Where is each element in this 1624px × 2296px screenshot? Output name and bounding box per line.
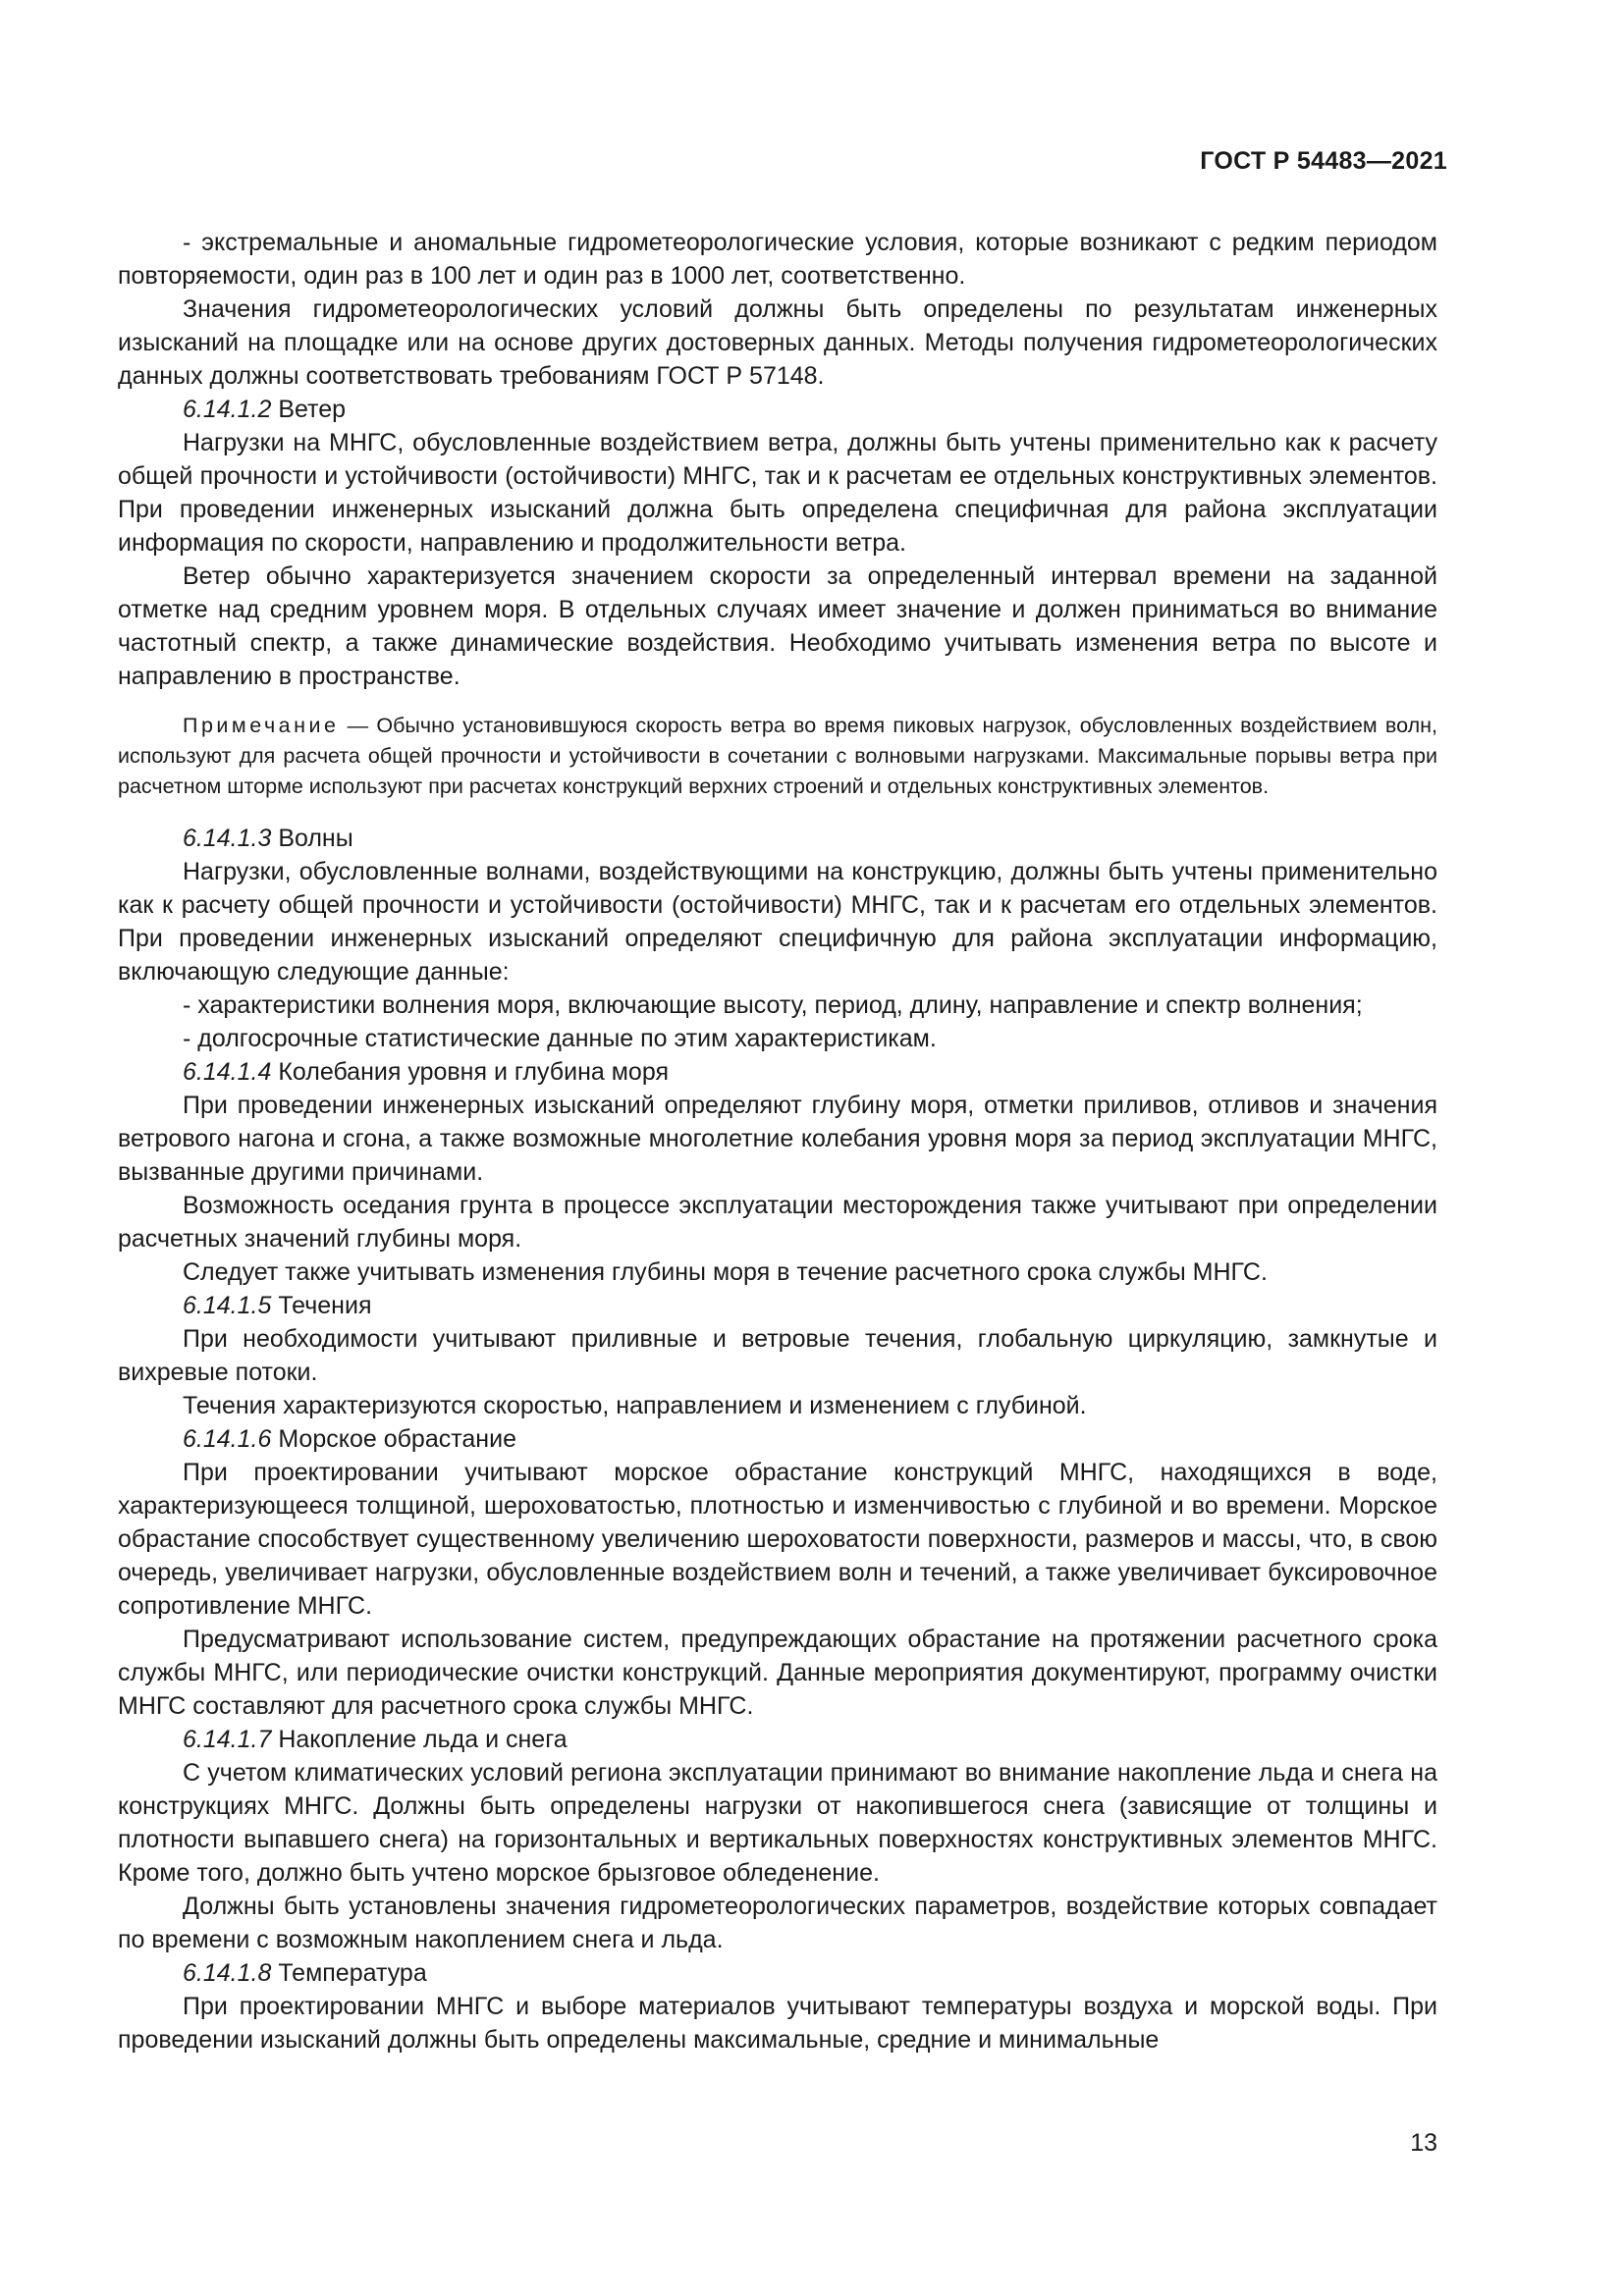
paragraph: Следует также учитывать изменения глубины моря в течение расчетного срока службы МНГС.: [183, 1258, 1268, 1286]
paragraph: Предусматривают использование систем, предупреждающих обрастание на протяжении расчетного срока службы МНГС, или периодические очистки конструкций. Данные мероприятия документируют, программу очистки МНГС составляют для расчетного срока службы МНГС.: [118, 1626, 1437, 1720]
paragraph: Возможность оседания грунта в процессе эксплуатации месторождения также учитывают при определении расчетных значений глубины моря.: [118, 1192, 1437, 1253]
section-title: Колебания уровня и глубина моря: [278, 1058, 669, 1086]
note-text: — Обычно установившуюся скорость ветра во время пиковых нагрузок, обусловленных воздействием волн, используют для расчета общей прочности и устойчивости в сочетании с волновыми нагрузками. Максимальные порывы ветра при расчетном шторме используют при расчетах конструкций верхних строений и отдельных конструктивных элементов.: [118, 714, 1437, 798]
paragraph: При необходимости учитывают приливные и ветровые течения, глобальную циркуляцию, замкнутые и вихревые потоки.: [118, 1325, 1437, 1386]
section-number: 6.14.1.7: [183, 1726, 272, 1753]
paragraph: Течения характеризуются скоростью, направлением и изменением с глубиной.: [183, 1392, 1087, 1419]
section-heading: [118, 1422, 1437, 1456]
paragraph: С учетом климатических условий региона эксплуатации принимают во внимание накопление льда и снега на конструкциях МНГС. Должны быть определены нагрузки от накопившегося снега (зависящие от толщины и плотности выпавшего снега) на горизонтальных и вертикальных поверхностях конструктивных элементов МНГС. Кроме того, должно быть учтено морское брызговое обледенение.: [118, 1759, 1437, 1887]
list-item: - экстремальные и аномальные гидрометеорологические условия, которые возникают с редким периодом повторяемости, один раз в 100 лет и один раз в 1000 лет, соответственно.: [118, 229, 1437, 290]
section-number: 6.14.1.5: [183, 1292, 272, 1319]
section-title: Течения: [278, 1292, 372, 1319]
section-title: Морское обрастание: [278, 1425, 516, 1453]
section-heading: [118, 1055, 1437, 1089]
note-label: Примечание: [183, 714, 340, 737]
section-heading: [118, 822, 1437, 855]
note: [118, 711, 1437, 802]
page-body: [118, 226, 1437, 2056]
section-number: 6.14.1.8: [183, 1959, 272, 1987]
section-number: 6.14.1.3: [183, 825, 272, 852]
section-title: Накопление льда и снега: [278, 1726, 568, 1753]
paragraph: При проектировании учитывают морское обрастание конструкций МНГС, находящихся в воде, характеризующееся толщиной, шероховатостью, плотностью и изменчивостью с глубиной и во времени. Морское обрастание способствует существенному увеличению шероховатости поверхности, размеров и массы, что, в свою очередь, увеличивает нагрузки, обусловленные воздействием волн и течений, а также увеличивает буксировочное сопротивление МНГС.: [118, 1459, 1437, 1620]
section-number: 6.14.1.2: [183, 396, 272, 423]
list-item: - характеристики волнения моря, включающие высоту, период, длину, направление и спектр волнения;: [183, 991, 1363, 1019]
paragraph: Значения гидрометеорологических условий должны быть определены по результатам инженерных изысканий на площадке или на основе других достоверных данных. Методы получения гидрометеорологических данных должны соответствовать требованиям ГОСТ Р 57148.: [118, 295, 1437, 390]
document-code-header: ГОСТ Р 54483—2021: [1200, 147, 1447, 175]
section-number: 6.14.1.4: [183, 1058, 272, 1086]
section-heading: [118, 1723, 1437, 1756]
list-item: - долгосрочные статистические данные по этим характеристикам.: [183, 1025, 937, 1052]
paragraph: При проведении инженерных изысканий определяют глубину моря, отметки приливов, отливов и значения ветрового нагона и сгона, а также возможные многолетние колебания уровня моря за период эксплуатации МНГС, вызванные другими причинами.: [118, 1092, 1437, 1186]
paragraph: Ветер обычно характеризуется значением скорости за определенный интервал времени на заданной отметке над средним уровнем моря. В отдельных случаях имеет значение и должен приниматься во внимание частотный спектр, а также динамические воздействия. Необходимо учитывать изменения ветра по высоте и направлению в пространстве.: [118, 562, 1437, 690]
section-title: Температура: [278, 1959, 427, 1987]
section-heading: [118, 1956, 1437, 1990]
section-heading: [118, 393, 1437, 426]
page-number: 13: [1410, 2129, 1437, 2157]
section-title: Волны: [278, 825, 353, 852]
section-title: Ветер: [278, 396, 347, 423]
paragraph: Должны быть установлены значения гидрометеорологических параметров, воздействие которых совпадает по времени с возможным накоплением снега и льда.: [118, 1893, 1437, 1953]
paragraph: Нагрузки на МНГС, обусловленные воздействием ветра, должны быть учтены применительно как к расчету общей прочности и устойчивости (остойчивости) МНГС, так и к расчетам ее отдельных конструктивных элементов. При проведении инженерных изысканий должна быть определена специфичная для района эксплуатации информация по скорости, направлению и продолжительности ветра.: [118, 429, 1437, 557]
section-number: 6.14.1.6: [183, 1425, 272, 1453]
paragraph: При проектировании МНГС и выборе материалов учитывают температуры воздуха и морской воды. При проведении изысканий должны быть определены максимальные, средние и минимальные: [118, 1993, 1437, 2054]
section-heading: [118, 1289, 1437, 1322]
paragraph: Нагрузки, обусловленные волнами, воздействующими на конструкцию, должны быть учтены применительно как к расчету общей прочности и устойчивости (остойчивости) МНГС, так и к расчетам его отдельных элементов. При проведении инженерных изысканий определяют специфичную для района эксплуатации информацию, включающую следующие данные:: [118, 858, 1437, 986]
